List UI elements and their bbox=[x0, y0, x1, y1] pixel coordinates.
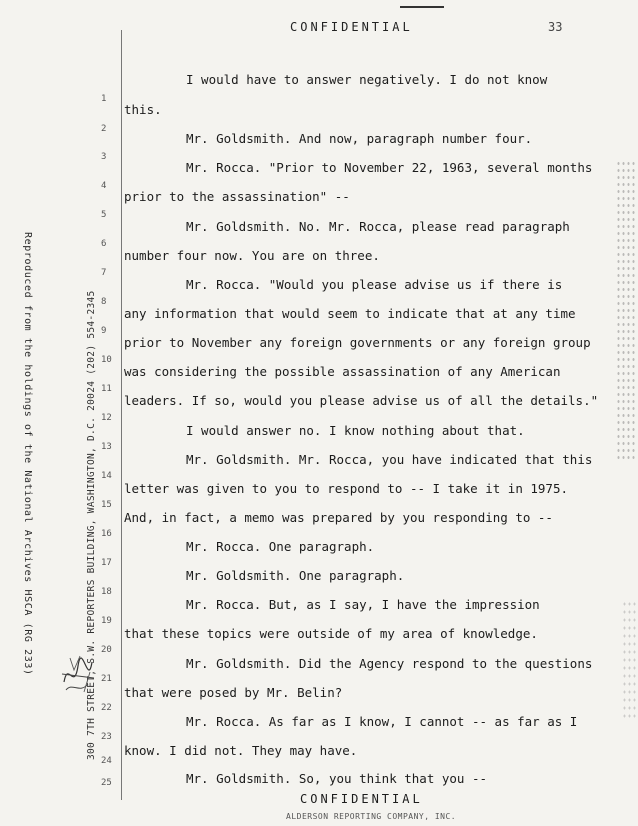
transcript-line: Mr. Rocca. One paragraph. bbox=[186, 539, 375, 554]
line-number: 13 bbox=[101, 442, 112, 452]
line-number: 19 bbox=[101, 616, 112, 626]
line-number: 1 bbox=[101, 94, 107, 104]
line-number: 11 bbox=[101, 384, 112, 394]
header-confidential: CONFIDENTIAL bbox=[290, 20, 413, 34]
transcript-line: Mr. Rocca. But, as I say, I have the impression bbox=[186, 597, 540, 612]
transcript-line: I would have to answer negatively. I do not know bbox=[186, 72, 548, 87]
side-reproduced-notice: Reproduced from the holdings of the National Archives HSCA (RG 233) bbox=[22, 232, 33, 676]
footer-confidential: CONFIDENTIAL bbox=[300, 792, 423, 806]
line-number: 24 bbox=[101, 756, 112, 766]
scan-noise-right-lower bbox=[622, 600, 636, 720]
line-number: 25 bbox=[101, 778, 112, 788]
transcript-line: I would answer no. I know nothing about that. bbox=[186, 423, 525, 438]
line-number: 15 bbox=[101, 500, 112, 510]
line-number: 21 bbox=[101, 674, 112, 684]
transcript-line: leaders. If so, would you please advise us of all the details." bbox=[124, 393, 599, 408]
transcript-line: prior to the assassination" -- bbox=[124, 189, 350, 204]
transcript-line: any information that would seem to indicate that at any time bbox=[124, 306, 576, 321]
left-margin-rule bbox=[121, 30, 122, 800]
transcript-line: Mr. Rocca. As far as I know, I cannot -- as far as I bbox=[186, 714, 578, 729]
line-number: 17 bbox=[101, 558, 112, 568]
handwritten-mark bbox=[58, 652, 98, 696]
line-number: 22 bbox=[101, 703, 112, 713]
line-number: 18 bbox=[101, 587, 112, 597]
footer-company: ALDERSON REPORTING COMPANY, INC. bbox=[286, 812, 457, 821]
transcript-line: Mr. Goldsmith. And now, paragraph number four. bbox=[186, 131, 533, 146]
line-number: 7 bbox=[101, 268, 107, 278]
transcript-line: was considering the possible assassination of any American bbox=[124, 364, 561, 379]
line-number: 12 bbox=[101, 413, 112, 423]
transcript-line: Mr. Goldsmith. No. Mr. Rocca, please read paragraph bbox=[186, 219, 570, 234]
line-number: 2 bbox=[101, 124, 107, 134]
transcript-line: know. I did not. They may have. bbox=[124, 743, 358, 758]
line-number: 14 bbox=[101, 471, 112, 481]
transcript-line: number four now. You are on three. bbox=[124, 248, 380, 263]
transcript-line: that these topics were outside of my area of knowledge. bbox=[124, 626, 538, 641]
line-number: 9 bbox=[101, 326, 107, 336]
line-number: 8 bbox=[101, 297, 107, 307]
line-number: 4 bbox=[101, 181, 107, 191]
transcript-line: Mr. Goldsmith. So, you think that you -- bbox=[186, 771, 488, 786]
line-number: 16 bbox=[101, 529, 112, 539]
transcript-line: Mr. Goldsmith. Mr. Rocca, you have indicated that this bbox=[186, 452, 593, 467]
side-address-text: 300 7TH STREET, S.W. REPORTERS BUILDING, WASHINGTON, D.C. 20024 (202) 554-2345 bbox=[86, 290, 97, 760]
transcript-line: Mr. Rocca. "Would you please advise us if there is bbox=[186, 277, 563, 292]
transcript-line: that were posed by Mr. Belin? bbox=[124, 685, 343, 700]
transcript-line: And, in fact, a memo was prepared by you responding to -- bbox=[124, 510, 553, 525]
line-number: 6 bbox=[101, 239, 107, 249]
transcript-line: this. bbox=[124, 102, 162, 117]
page-number: 33 bbox=[548, 20, 563, 34]
scan-noise-right bbox=[616, 160, 636, 460]
transcript-line: prior to November any foreign governments or any foreign group bbox=[124, 335, 591, 350]
transcript-line: Mr. Goldsmith. Did the Agency respond to the questions bbox=[186, 656, 593, 671]
transcript-line: Mr. Rocca. "Prior to November 22, 1963, several months bbox=[186, 160, 593, 175]
line-number: 10 bbox=[101, 355, 112, 365]
line-number: 20 bbox=[101, 645, 112, 655]
line-number: 5 bbox=[101, 210, 107, 220]
transcript-line: letter was given to you to respond to -- I take it in 1975. bbox=[124, 481, 569, 496]
line-number: 23 bbox=[101, 732, 112, 742]
line-number: 3 bbox=[101, 152, 107, 162]
transcript-line: Mr. Goldsmith. One paragraph. bbox=[186, 568, 405, 583]
top-edge-mark bbox=[400, 0, 444, 8]
